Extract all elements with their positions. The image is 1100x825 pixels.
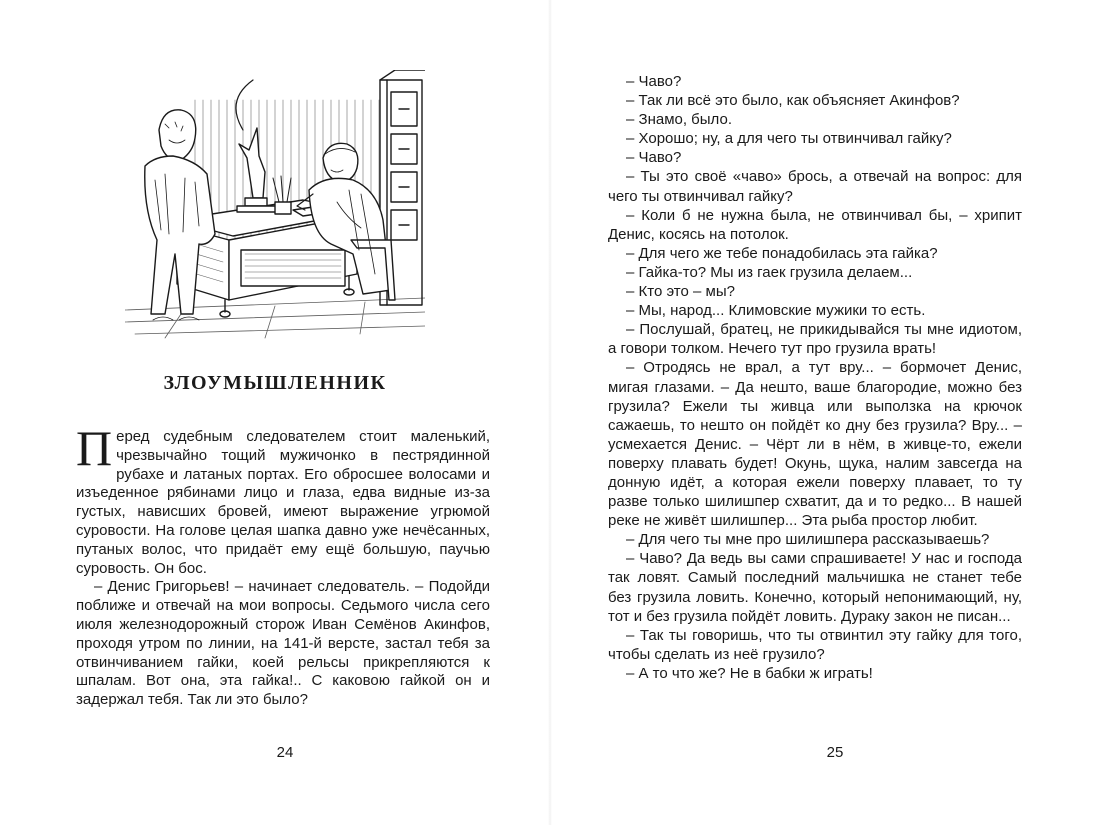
dialog-line: – Послушай, братец, не прикидывайся ты мне идиотом, а говори толком. Нечего тут про грузила врать! <box>608 321 1022 358</box>
chapter-title: ЗЛОУМЫШЛЕННИК <box>163 372 387 394</box>
dialog-line: – Отродясь не врал, а тут вру... – бормочет Денис, мигая глазами. – Да нешто, ваше благородие, можно без грузила? Ежели ты живца или выползка на крючок сажаешь, то нешто он пойдёт ко дну без грузила? Вру... – усмехается Денис. – Чёрт ли в нём, в живце-то, ежели поверху плавать будет! Окунь, щука, налим завсегда на донную идёт, а которая ежели поверху плавает, то ту разве только шилишпер схватит, да и то редко... В нашей реке не живёт шилишпер... Эта рыба простор любит. <box>608 359 1022 530</box>
paragraph-1-text: еред судебным следователем стоит маленький, чрезвычайно тощий мужичонко в пестрядинной рубахе и латаных портах. Его обросшее волосами и изъеденное рябинами лицо и глаза, едва видные из-за густых, нависших бровей, имеют выражение угрюмой суровости. На голове целая шапка давно уже нечёсанных, путаных волос, что придаёт ему ещё большую, паучью суровость. Он бос. <box>76 428 490 577</box>
right-page <box>550 0 1100 825</box>
dialog-line: – Мы, народ... Климовские мужики то есть. <box>626 302 926 320</box>
paragraph-1 <box>76 420 490 578</box>
page-number-right: 25 <box>826 744 844 761</box>
dialog-line: – Чаво? <box>626 73 682 90</box>
dialog-line: – Коли б не нужна была, не отвинчивал бы, – хрипит Денис, косясь на потолок. <box>608 206 1022 243</box>
dialog-line: – Чаво? <box>626 149 682 167</box>
dialog-line: – Так ли всё это было, как объясняет Акинфов? <box>626 92 960 110</box>
dialog-text <box>608 72 1022 683</box>
dialog-line: – Гайка-то? Мы из гаек грузила делаем... <box>626 263 913 281</box>
dialog-line: – Кто это – мы? <box>626 283 735 301</box>
dialog-line: – Для чего ты мне про шилишпера рассказываешь? <box>626 531 990 549</box>
dialog-line: – Хорошо; ну, а для чего ты отвинчивал гайку? <box>626 130 952 148</box>
dialog-line: – Так ты говоришь, что ты отвинтил эту гайку для того, чтобы сделать из неё грузило? <box>608 626 1022 663</box>
dialog-line: – Для чего же тебе понадобилась эта гайка? <box>626 244 938 262</box>
page-number-left: 24 <box>276 744 294 761</box>
dialog-line: – Ты это своё «чаво» брось, а отвечай на вопрос: для чего ты отвинчивал гайку? <box>608 168 1022 205</box>
dialog-line: – Чаво? Да ведь вы сами спрашиваете! У нас и господа так ловят. Самый последний мальчишка не станет тебе без грузила ловить. Конечно, который непонимающий, ну, тот и без грузила пойдёт ловить. Дураку закон не писан... <box>608 550 1022 625</box>
paragraph-2: – Денис Григорьев! – начинает следователь. – Подойди поближе и отвечай на мои вопросы. Седьмого числа сего июля железнодорожный сторож Иван Семёнов Акинфов, проходя утром по линии, на 141-й версте, застал тебя за отвинчиванием гайки, коей рельсы прикрепляются к шпалам. Вот она, эта гайка!.. С каковою гайкой он и задержал тебя. Так ли это было? <box>76 578 490 709</box>
drop-cap: П <box>76 420 113 476</box>
dialog-line: – Знамо, было. <box>626 111 732 129</box>
dialog-line: – А то что же? Не в бабки ж играть! <box>626 664 873 682</box>
interrogation-illustration <box>125 70 425 340</box>
left-body-text <box>76 420 490 710</box>
